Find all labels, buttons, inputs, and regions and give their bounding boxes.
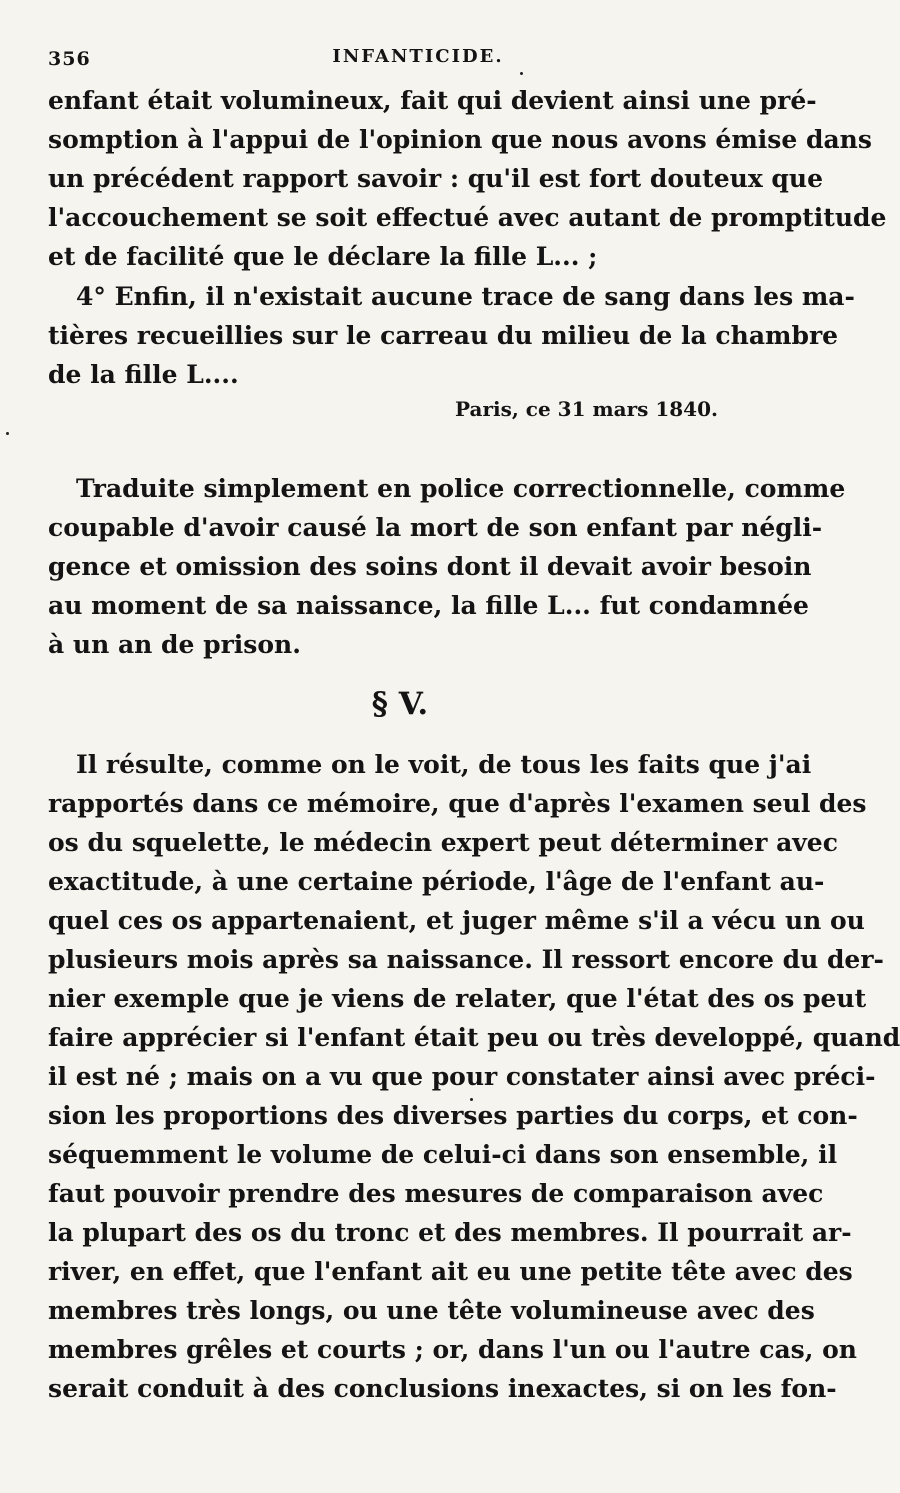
text-line: os du squelette, le médecin expert peut déterminer avec bbox=[48, 828, 838, 857]
text-line: de la fille L.... bbox=[48, 360, 239, 389]
page-number: 356 bbox=[48, 48, 91, 70]
section-title: § V. bbox=[371, 686, 429, 722]
text-line: enfant était volumineux, fait qui devient ainsi une pré- bbox=[48, 86, 817, 115]
text-line: l'accouchement se soit effectué avec autant de promptitude bbox=[48, 203, 887, 232]
ink-speck bbox=[470, 1098, 473, 1101]
text-line: membres très longs, ou une tête volumineuse avec des bbox=[48, 1296, 815, 1325]
text-line: et de facilité que le déclare la fille L... ; bbox=[48, 242, 598, 271]
text-line: serait conduit à des conclusions inexactes, si on les fon- bbox=[48, 1374, 837, 1403]
text-line: tières recueillies sur le carreau du milieu de la chambre bbox=[48, 321, 839, 350]
text-line: il est né ; mais on a vu que pour constater ainsi avec préci- bbox=[48, 1062, 876, 1091]
text-line: faut pouvoir prendre des mesures de comparaison avec bbox=[48, 1179, 824, 1208]
text-line: nier exemple que je viens de relater, que l'état des os peut bbox=[48, 984, 867, 1013]
text-line: coupable d'avoir causé la mort de son enfant par négli- bbox=[48, 513, 823, 542]
page-header bbox=[48, 40, 752, 74]
text-line: gence et omission des soins dont il devait avoir besoin bbox=[48, 552, 812, 581]
running-title: INFANTICIDE. bbox=[332, 46, 504, 67]
text-line: 4° Enfin, il n'existait aucune trace de sang dans les ma- bbox=[76, 282, 855, 311]
signature-date: Paris, ce 31 mars 1840. bbox=[455, 397, 718, 421]
text-line: somption à l'appui de l'opinion que nous avons émise dans bbox=[48, 125, 872, 154]
text-line: au moment de sa naissance, la fille L... fut condamnée bbox=[48, 591, 809, 620]
text-line: plusieurs mois après sa naissance. Il ressort encore du der- bbox=[48, 945, 884, 974]
text-line: faire apprécier si l'enfant était peu ou très developpé, quand bbox=[48, 1023, 900, 1052]
text-line: sion les proportions des diverses parties du corps, et con- bbox=[48, 1101, 858, 1130]
text-line: un précédent rapport savoir : qu'il est fort douteux que bbox=[48, 164, 823, 193]
text-line: la plupart des os du tronc et des membres. Il pourrait ar- bbox=[48, 1218, 852, 1247]
text-line: membres grêles et courts ; or, dans l'un ou l'autre cas, on bbox=[48, 1335, 857, 1364]
ink-speck bbox=[520, 72, 523, 75]
text-line: rapportés dans ce mémoire, que d'après l'examen seul des bbox=[48, 789, 867, 818]
text-line: Traduite simplement en police correctionnelle, comme bbox=[76, 474, 846, 503]
ink-speck bbox=[6, 432, 9, 435]
text-line: Il résulte, comme on le voit, de tous les faits que j'ai bbox=[76, 750, 812, 779]
text-line: quel ces os appartenaient, et juger même s'il a vécu un ou bbox=[48, 906, 865, 935]
text-line: à un an de prison. bbox=[48, 630, 301, 659]
text-line: séquemment le volume de celui-ci dans son ensemble, il bbox=[48, 1140, 838, 1169]
text-line: exactitude, à une certaine période, l'âge de l'enfant au- bbox=[48, 867, 825, 896]
text-line: river, en effet, que l'enfant ait eu une petite tête avec des bbox=[48, 1257, 853, 1286]
